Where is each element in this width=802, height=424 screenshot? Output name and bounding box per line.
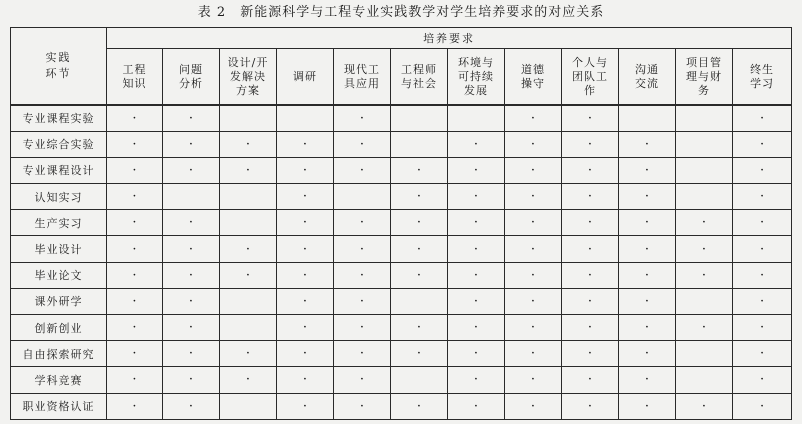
- requirement-header: 环境与 可持续 发展: [448, 49, 505, 106]
- mark-cell: ·: [448, 184, 505, 210]
- mark-cell: ·: [163, 262, 220, 288]
- empty-cell: [676, 288, 733, 314]
- mark-cell: ·: [505, 210, 562, 236]
- mark-cell: ·: [505, 105, 562, 131]
- mark-cell: ·: [562, 131, 619, 157]
- empty-cell: [391, 131, 448, 157]
- mark-cell: ·: [107, 393, 163, 419]
- table-body: [11, 105, 792, 419]
- mark-cell: ·: [391, 315, 448, 341]
- mark-cell: ·: [277, 210, 334, 236]
- mark-cell: ·: [277, 315, 334, 341]
- mark-cell: ·: [107, 157, 163, 183]
- mark-cell: ·: [733, 157, 792, 183]
- requirement-header: 道德 操守: [505, 49, 562, 106]
- mark-cell: ·: [163, 367, 220, 393]
- stage-label: 职业资格认证: [11, 393, 107, 419]
- mark-cell: ·: [619, 184, 676, 210]
- mark-cell: ·: [277, 288, 334, 314]
- mark-cell: ·: [448, 262, 505, 288]
- mark-cell: ·: [505, 367, 562, 393]
- mark-cell: ·: [107, 184, 163, 210]
- empty-cell: [334, 184, 391, 210]
- requirements-header-row: [11, 49, 792, 106]
- requirement-header: 现代工 具应用: [334, 49, 391, 106]
- table-row: [11, 157, 792, 183]
- stage-label: 专业课程实验: [11, 105, 107, 131]
- empty-cell: [619, 105, 676, 131]
- mark-cell: ·: [562, 184, 619, 210]
- table-row: [11, 105, 792, 131]
- mark-cell: ·: [277, 131, 334, 157]
- mark-cell: ·: [505, 131, 562, 157]
- mark-cell: ·: [562, 157, 619, 183]
- mark-cell: ·: [505, 157, 562, 183]
- stage-label: 认知实习: [11, 184, 107, 210]
- empty-cell: [391, 105, 448, 131]
- mark-cell: ·: [163, 131, 220, 157]
- empty-cell: [676, 157, 733, 183]
- empty-cell: [676, 367, 733, 393]
- mark-cell: ·: [334, 105, 391, 131]
- mark-cell: ·: [676, 236, 733, 262]
- mark-cell: ·: [505, 262, 562, 288]
- mark-cell: ·: [619, 367, 676, 393]
- mark-cell: ·: [334, 236, 391, 262]
- mark-cell: ·: [619, 393, 676, 419]
- table-number: 表 2: [197, 5, 227, 20]
- table-row: [11, 315, 792, 341]
- mark-cell: ·: [391, 341, 448, 367]
- mark-cell: ·: [619, 288, 676, 314]
- mark-cell: ·: [334, 315, 391, 341]
- mark-cell: ·: [676, 262, 733, 288]
- mark-cell: ·: [676, 393, 733, 419]
- mark-cell: ·: [107, 262, 163, 288]
- mark-cell: ·: [619, 157, 676, 183]
- mark-cell: ·: [391, 157, 448, 183]
- mark-cell: ·: [277, 184, 334, 210]
- mark-cell: ·: [163, 157, 220, 183]
- mark-cell: ·: [733, 184, 792, 210]
- mark-cell: ·: [334, 210, 391, 236]
- mark-cell: ·: [107, 105, 163, 131]
- mark-cell: ·: [448, 393, 505, 419]
- mark-cell: ·: [163, 105, 220, 131]
- mark-cell: ·: [163, 393, 220, 419]
- table-row: [11, 393, 792, 419]
- table-row: [11, 288, 792, 314]
- requirement-header: 问题 分析: [163, 49, 220, 106]
- table-row: [11, 262, 792, 288]
- mark-cell: ·: [163, 341, 220, 367]
- mark-cell: ·: [220, 262, 277, 288]
- mark-cell: ·: [448, 210, 505, 236]
- mark-cell: ·: [448, 288, 505, 314]
- mark-cell: ·: [163, 210, 220, 236]
- mark-cell: ·: [107, 288, 163, 314]
- mark-cell: ·: [562, 105, 619, 131]
- mark-cell: ·: [334, 262, 391, 288]
- mark-cell: ·: [733, 105, 792, 131]
- mark-cell: ·: [619, 210, 676, 236]
- mark-cell: ·: [676, 210, 733, 236]
- mark-cell: ·: [220, 236, 277, 262]
- mark-cell: ·: [107, 236, 163, 262]
- empty-cell: [676, 105, 733, 131]
- mark-cell: ·: [391, 236, 448, 262]
- requirement-header: 个人与 团队工 作: [562, 49, 619, 106]
- requirements-group-header: 培养要求: [107, 28, 792, 49]
- mark-cell: ·: [391, 262, 448, 288]
- mark-cell: ·: [448, 367, 505, 393]
- mark-cell: ·: [391, 184, 448, 210]
- table-row: [11, 131, 792, 157]
- mark-cell: ·: [107, 341, 163, 367]
- empty-cell: [448, 105, 505, 131]
- mark-cell: ·: [619, 236, 676, 262]
- table-row: [11, 367, 792, 393]
- mark-cell: ·: [334, 393, 391, 419]
- empty-cell: [220, 184, 277, 210]
- mark-cell: ·: [277, 341, 334, 367]
- stage-label: 学科竞赛: [11, 367, 107, 393]
- mark-cell: ·: [733, 236, 792, 262]
- mark-cell: ·: [733, 262, 792, 288]
- requirement-header: 工程师 与社会: [391, 49, 448, 106]
- mark-cell: ·: [391, 393, 448, 419]
- stage-label: 生产实习: [11, 210, 107, 236]
- empty-cell: [676, 131, 733, 157]
- empty-cell: [220, 105, 277, 131]
- mark-cell: ·: [448, 236, 505, 262]
- table-row: [11, 236, 792, 262]
- mark-cell: ·: [505, 184, 562, 210]
- mark-cell: ·: [733, 210, 792, 236]
- mark-cell: ·: [505, 315, 562, 341]
- table-row: [11, 210, 792, 236]
- mark-cell: ·: [391, 210, 448, 236]
- mark-cell: ·: [334, 157, 391, 183]
- empty-cell: [676, 184, 733, 210]
- mark-cell: ·: [733, 131, 792, 157]
- mark-cell: ·: [562, 262, 619, 288]
- mark-cell: ·: [334, 367, 391, 393]
- empty-cell: [676, 341, 733, 367]
- stage-label: 创新创业: [11, 315, 107, 341]
- mark-cell: ·: [277, 236, 334, 262]
- requirement-header: 调研: [277, 49, 334, 106]
- mark-cell: ·: [562, 236, 619, 262]
- stage-label: 课外研学: [11, 288, 107, 314]
- mark-cell: ·: [505, 393, 562, 419]
- mark-cell: ·: [107, 131, 163, 157]
- table-caption: [0, 0, 802, 26]
- mark-cell: ·: [505, 341, 562, 367]
- mark-cell: ·: [277, 367, 334, 393]
- requirement-header: 项目管 理与财 务: [676, 49, 733, 106]
- empty-cell: [220, 315, 277, 341]
- mark-cell: ·: [334, 341, 391, 367]
- table-row: [11, 341, 792, 367]
- mark-cell: ·: [733, 367, 792, 393]
- empty-cell: [163, 184, 220, 210]
- mark-cell: ·: [448, 341, 505, 367]
- mark-cell: ·: [163, 315, 220, 341]
- correspondence-table: [10, 27, 792, 420]
- table-title: 新能源科学与工程专业实践教学对学生培养要求的对应关系: [240, 5, 605, 20]
- mark-cell: ·: [334, 131, 391, 157]
- empty-cell: [277, 105, 334, 131]
- mark-cell: ·: [562, 315, 619, 341]
- requirement-header: 沟通 交流: [619, 49, 676, 106]
- mark-cell: ·: [676, 315, 733, 341]
- mark-cell: ·: [562, 210, 619, 236]
- mark-cell: ·: [163, 288, 220, 314]
- mark-cell: ·: [220, 341, 277, 367]
- mark-cell: ·: [733, 288, 792, 314]
- mark-cell: ·: [619, 315, 676, 341]
- mark-cell: ·: [277, 393, 334, 419]
- mark-cell: ·: [505, 288, 562, 314]
- requirement-header: 工程 知识: [107, 49, 163, 106]
- empty-cell: [391, 367, 448, 393]
- stage-column-header: 实践 环节: [11, 28, 107, 106]
- stage-label: 专业综合实验: [11, 131, 107, 157]
- mark-cell: ·: [733, 341, 792, 367]
- stage-label: 毕业论文: [11, 262, 107, 288]
- mark-cell: ·: [334, 288, 391, 314]
- mark-cell: ·: [448, 157, 505, 183]
- mark-cell: ·: [220, 157, 277, 183]
- mark-cell: ·: [107, 210, 163, 236]
- mark-cell: ·: [562, 393, 619, 419]
- stage-label: 毕业设计: [11, 236, 107, 262]
- mark-cell: ·: [220, 131, 277, 157]
- mark-cell: ·: [619, 341, 676, 367]
- empty-cell: [220, 210, 277, 236]
- table-row: [11, 184, 792, 210]
- mark-cell: ·: [107, 367, 163, 393]
- mark-cell: ·: [505, 236, 562, 262]
- mark-cell: ·: [107, 315, 163, 341]
- empty-cell: [391, 288, 448, 314]
- mark-cell: ·: [277, 157, 334, 183]
- mark-cell: ·: [448, 315, 505, 341]
- mark-cell: ·: [562, 367, 619, 393]
- mark-cell: ·: [619, 262, 676, 288]
- stage-label: 专业课程设计: [11, 157, 107, 183]
- mark-cell: ·: [277, 262, 334, 288]
- mark-cell: ·: [220, 367, 277, 393]
- requirement-header: 终生 学习: [733, 49, 792, 106]
- empty-cell: [220, 288, 277, 314]
- requirement-header: 设计/开 发解决 方案: [220, 49, 277, 106]
- mark-cell: ·: [733, 393, 792, 419]
- mark-cell: ·: [733, 315, 792, 341]
- mark-cell: ·: [619, 131, 676, 157]
- mark-cell: ·: [562, 341, 619, 367]
- mark-cell: ·: [562, 288, 619, 314]
- mark-cell: ·: [163, 236, 220, 262]
- stage-label: 自由探索研究: [11, 341, 107, 367]
- mark-cell: ·: [448, 131, 505, 157]
- empty-cell: [220, 393, 277, 419]
